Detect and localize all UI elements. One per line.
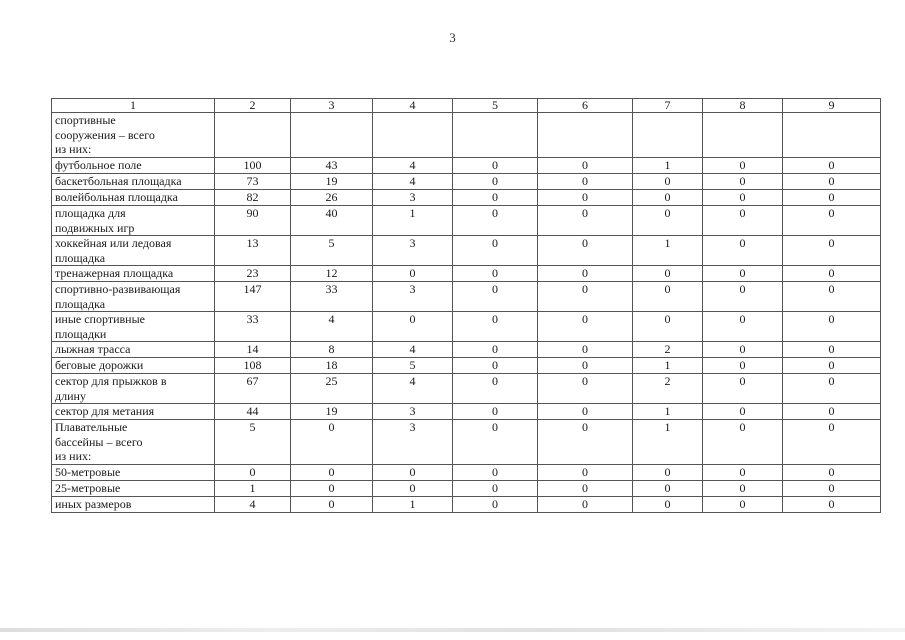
table-cell: 0 [633,190,703,206]
table-cell: 3 [373,282,453,312]
table-cell: 0 [373,481,453,497]
table-cell: 40 [291,206,373,236]
row-label: иных размеров [52,497,215,513]
table-cell [453,113,538,158]
table-cell: 25 [291,374,373,404]
table-cell: 0 [538,206,633,236]
table-row [52,358,881,374]
column-header: 3 [291,99,373,113]
table-cell: 5 [373,358,453,374]
table-cell: 44 [215,404,291,420]
table-cell: 0 [291,420,373,465]
table-cell: 0 [703,481,783,497]
table-cell: 0 [538,158,633,174]
table-cell: 0 [538,342,633,358]
table-cell: 0 [783,465,881,481]
table-cell: 1 [633,358,703,374]
table-cell: 0 [538,374,633,404]
table-cell: 4 [373,374,453,404]
table-cell: 33 [291,282,373,312]
table-cell: 0 [783,312,881,342]
column-header: 6 [538,99,633,113]
table-row [52,481,881,497]
table-cell: 0 [453,374,538,404]
table-cell: 0 [783,190,881,206]
table-cell: 0 [453,190,538,206]
table-cell: 0 [538,358,633,374]
table-cell: 0 [538,312,633,342]
table-cell: 147 [215,282,291,312]
table-cell: 1 [633,158,703,174]
column-header: 5 [453,99,538,113]
data-table [51,98,881,513]
table-cell: 8 [291,342,373,358]
table-cell: 0 [783,158,881,174]
row-label: баскетбольная площадка [52,174,215,190]
table-cell: 0 [538,190,633,206]
table-cell: 0 [453,465,538,481]
table-cell: 0 [453,404,538,420]
table-cell: 2 [633,374,703,404]
column-header: 9 [783,99,881,113]
table-cell: 4 [373,342,453,358]
table-cell: 0 [703,206,783,236]
table-cell: 0 [703,342,783,358]
table-cell: 4 [373,174,453,190]
table-cell: 18 [291,358,373,374]
table-cell: 5 [215,420,291,465]
table-cell: 0 [453,282,538,312]
table-cell: 100 [215,158,291,174]
table-cell [633,113,703,158]
table-cell: 67 [215,374,291,404]
table-cell: 0 [538,174,633,190]
table-cell: 0 [633,206,703,236]
table-row [52,236,881,266]
table-row [52,420,881,465]
table-row [52,282,881,312]
table-cell: 33 [215,312,291,342]
table-cell: 19 [291,174,373,190]
table-cell: 0 [703,190,783,206]
table-cell: 82 [215,190,291,206]
table-cell: 0 [703,266,783,282]
table-cell: 0 [291,465,373,481]
table-cell: 14 [215,342,291,358]
row-label: футбольное поле [52,158,215,174]
table-cell: 0 [633,481,703,497]
table-cell: 0 [703,236,783,266]
table-row [52,113,881,158]
table-row [52,342,881,358]
table-row [52,374,881,404]
table-cell: 0 [453,206,538,236]
row-label: площадка для подвижных игр [52,206,215,236]
row-label: иные спортивные площадки [52,312,215,342]
table-cell: 0 [703,158,783,174]
table-cell: 0 [373,465,453,481]
table-cell: 26 [291,190,373,206]
table-cell: 3 [373,404,453,420]
table-cell: 0 [703,374,783,404]
table-cell: 108 [215,358,291,374]
table-cell: 19 [291,404,373,420]
table-cell: 0 [538,420,633,465]
table-cell: 0 [538,465,633,481]
page-number: 3 [449,30,456,45]
table-cell: 23 [215,266,291,282]
table-cell: 0 [703,282,783,312]
row-label: спортивные сооружения – всего из них: [52,113,215,158]
row-label: хоккейная или ледовая площадка [52,236,215,266]
table-cell: 12 [291,266,373,282]
table-cell: 1 [373,206,453,236]
table-cell: 0 [373,312,453,342]
table-cell: 0 [783,481,881,497]
table-cell: 0 [633,174,703,190]
row-label: тренажерная площадка [52,266,215,282]
column-header: 4 [373,99,453,113]
table-cell: 0 [783,236,881,266]
table-cell: 0 [783,497,881,513]
table-cell: 0 [215,465,291,481]
scan-edge [0,628,905,632]
table-row [52,266,881,282]
table-cell: 0 [538,497,633,513]
table-cell: 0 [703,420,783,465]
table-cell: 0 [373,266,453,282]
row-label: лыжная трасса [52,342,215,358]
table-row [52,404,881,420]
column-header: 1 [52,99,215,113]
table-cell: 43 [291,158,373,174]
table-cell: 73 [215,174,291,190]
table-row [52,206,881,236]
table-cell [703,113,783,158]
table-cell: 1 [215,481,291,497]
table-cell: 0 [633,266,703,282]
table-cell: 1 [633,420,703,465]
column-header: 8 [703,99,783,113]
table-cell [373,113,453,158]
table-row [52,312,881,342]
table-row [52,497,881,513]
table-cell [783,113,881,158]
table-cell: 0 [538,282,633,312]
table-cell: 90 [215,206,291,236]
table-cell: 4 [291,312,373,342]
table-cell: 0 [453,497,538,513]
table-cell: 1 [373,497,453,513]
table-cell: 0 [703,497,783,513]
table-cell: 0 [703,174,783,190]
table-cell: 0 [538,481,633,497]
table-cell: 4 [215,497,291,513]
row-label: волейбольная площадка [52,190,215,206]
table-cell: 0 [291,497,373,513]
table-cell: 0 [453,266,538,282]
table-cell: 0 [783,404,881,420]
table-cell: 0 [783,358,881,374]
table-cell: 13 [215,236,291,266]
table-cell: 3 [373,420,453,465]
row-label: 25-метровые [52,481,215,497]
table-cell: 0 [453,420,538,465]
table-row [52,190,881,206]
table-cell: 0 [633,282,703,312]
table-cell: 0 [538,266,633,282]
row-label: сектор для прыжков в длину [52,374,215,404]
row-label: спортивно-развивающая площадка [52,282,215,312]
row-label: беговые дорожки [52,358,215,374]
table-row [52,158,881,174]
table-cell: 0 [538,404,633,420]
table-cell: 3 [373,236,453,266]
table-cell [291,113,373,158]
table-cell: 1 [633,236,703,266]
table-cell: 0 [633,465,703,481]
table-cell: 0 [783,266,881,282]
table-cell: 1 [633,404,703,420]
table-cell: 0 [703,312,783,342]
table-cell: 0 [453,342,538,358]
table-cell: 0 [453,312,538,342]
table-cell: 0 [633,497,703,513]
row-label: сектор для метания [52,404,215,420]
table-cell: 0 [783,174,881,190]
table-cell [538,113,633,158]
table-cell: 0 [453,174,538,190]
table-cell: 0 [703,465,783,481]
table-cell: 0 [453,236,538,266]
table-row [52,174,881,190]
table-cell: 0 [633,312,703,342]
column-header: 2 [215,99,291,113]
table-cell: 4 [373,158,453,174]
table-cell: 0 [291,481,373,497]
table-cell: 3 [373,190,453,206]
table-cell: 0 [783,374,881,404]
table-cell: 0 [783,206,881,236]
table-cell: 0 [783,282,881,312]
table-cell [215,113,291,158]
header-row [52,99,881,113]
column-header: 7 [633,99,703,113]
table-cell: 0 [453,358,538,374]
table-cell: 5 [291,236,373,266]
table-cell: 0 [538,236,633,266]
table-row [52,465,881,481]
row-label: 50-метровые [52,465,215,481]
row-label: Плавательные бассейны – всего из них: [52,420,215,465]
table-cell: 0 [453,158,538,174]
table-cell: 0 [453,481,538,497]
table-cell: 2 [633,342,703,358]
table-cell: 0 [783,420,881,465]
table-cell: 0 [783,342,881,358]
table-cell: 0 [703,358,783,374]
table-cell: 0 [703,404,783,420]
